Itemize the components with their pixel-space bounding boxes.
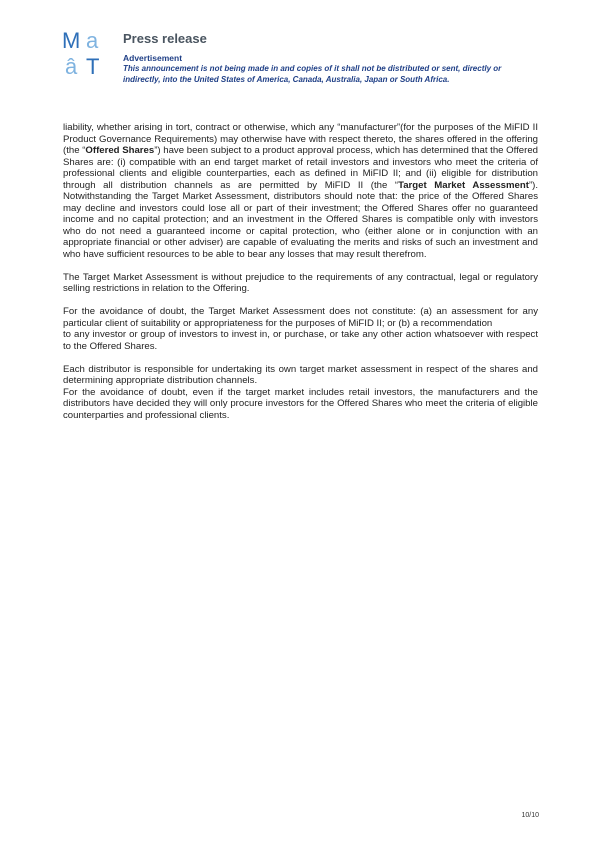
- term-offered-shares: Offered Shares: [85, 145, 155, 156]
- advertisement-label: Advertisement: [123, 53, 183, 63]
- term-target-market-assessment: Target Market Assessment: [398, 179, 529, 191]
- text-segment: ”) have been subject to a product approval process, which has determined that the Offered Shares are: (i) compatible with an end target market of retail investors and investors who meet the criteria of professional clients and eligible counterparties, each as defined in MiFID II; and (ii) eligible for distribution through all distribution channels as are permitted by MiFID II (the “: [63, 145, 538, 191]
- paragraph-eligible-counterparties: For the avoidance of doubt, even if the target market includes retail investors, the manufacturers and the distributors have decided they will only procure investors for the Offered Shares who meet the criteria of eligible counterparties and professional clients.: [63, 386, 538, 421]
- paragraph-prejudice: The Target Market Assessment is without prejudice to the requirements of any contractual, legal or regulatory selling restrictions in relation to the Offering.: [63, 271, 538, 294]
- company-logo: [62, 27, 112, 77]
- document-body: [63, 122, 538, 421]
- svg-text:a: a: [86, 28, 99, 53]
- paragraph-recommendation-continued: to any investor or group of investors to invest in, or purchase, or take any other action whatsoever with respect to the Offered Shares.: [63, 329, 538, 352]
- svg-text:T: T: [86, 54, 100, 77]
- paragraph-avoidance-doubt: For the avoidance of doubt, the Target Market Assessment does not constitute: (a) an assessment for any particular client of suitability or appropriateness for the purposes of MiFID II; or (b) a recommendation: [63, 306, 538, 329]
- logo-mark-icon: [62, 27, 112, 77]
- page-number: 10/10: [521, 812, 539, 819]
- text-segment: liability, whether arising in tort, contract or otherwise, which any “manufacturer”(for the purposes of the MiFID II Product Governance Requirements) may otherwise have with respect thereto, the shares offered in the offering (the “: [63, 122, 538, 156]
- paragraph-distributor-responsibility: Each distributor is responsible for undertaking its own target market assessment in respect of the shares and determining appropriate distribution channels.: [63, 363, 538, 386]
- paragraph-target-market: [63, 122, 538, 260]
- distribution-notice: This announcement is not being made in and copies of it shall not be distributed or sent, directly or indirectly, into the United States of America, Canada, Australia, Japan or South Africa.: [123, 64, 502, 84]
- svg-text:â: â: [65, 54, 78, 77]
- svg-text:M: M: [62, 28, 81, 53]
- text-segment: ”). Notwithstanding the Target Market Assessment, distributors should note that: the price of the Offered Shares may decline and investors could lose all or part of their investment; the Offered Shares offer no guaranteed income and no capital protection; and an investment in the Offered Shares is compatible only with investors who do not need a guaranteed income or capital protection, who (either alone or in conjunction with an appropriate financial or other adviser) are capable of evaluating the merits and risks of such an investment and who have sufficient resources to be able to bear any losses that may result therefrom.: [63, 179, 538, 260]
- page-title: Press release: [123, 31, 207, 46]
